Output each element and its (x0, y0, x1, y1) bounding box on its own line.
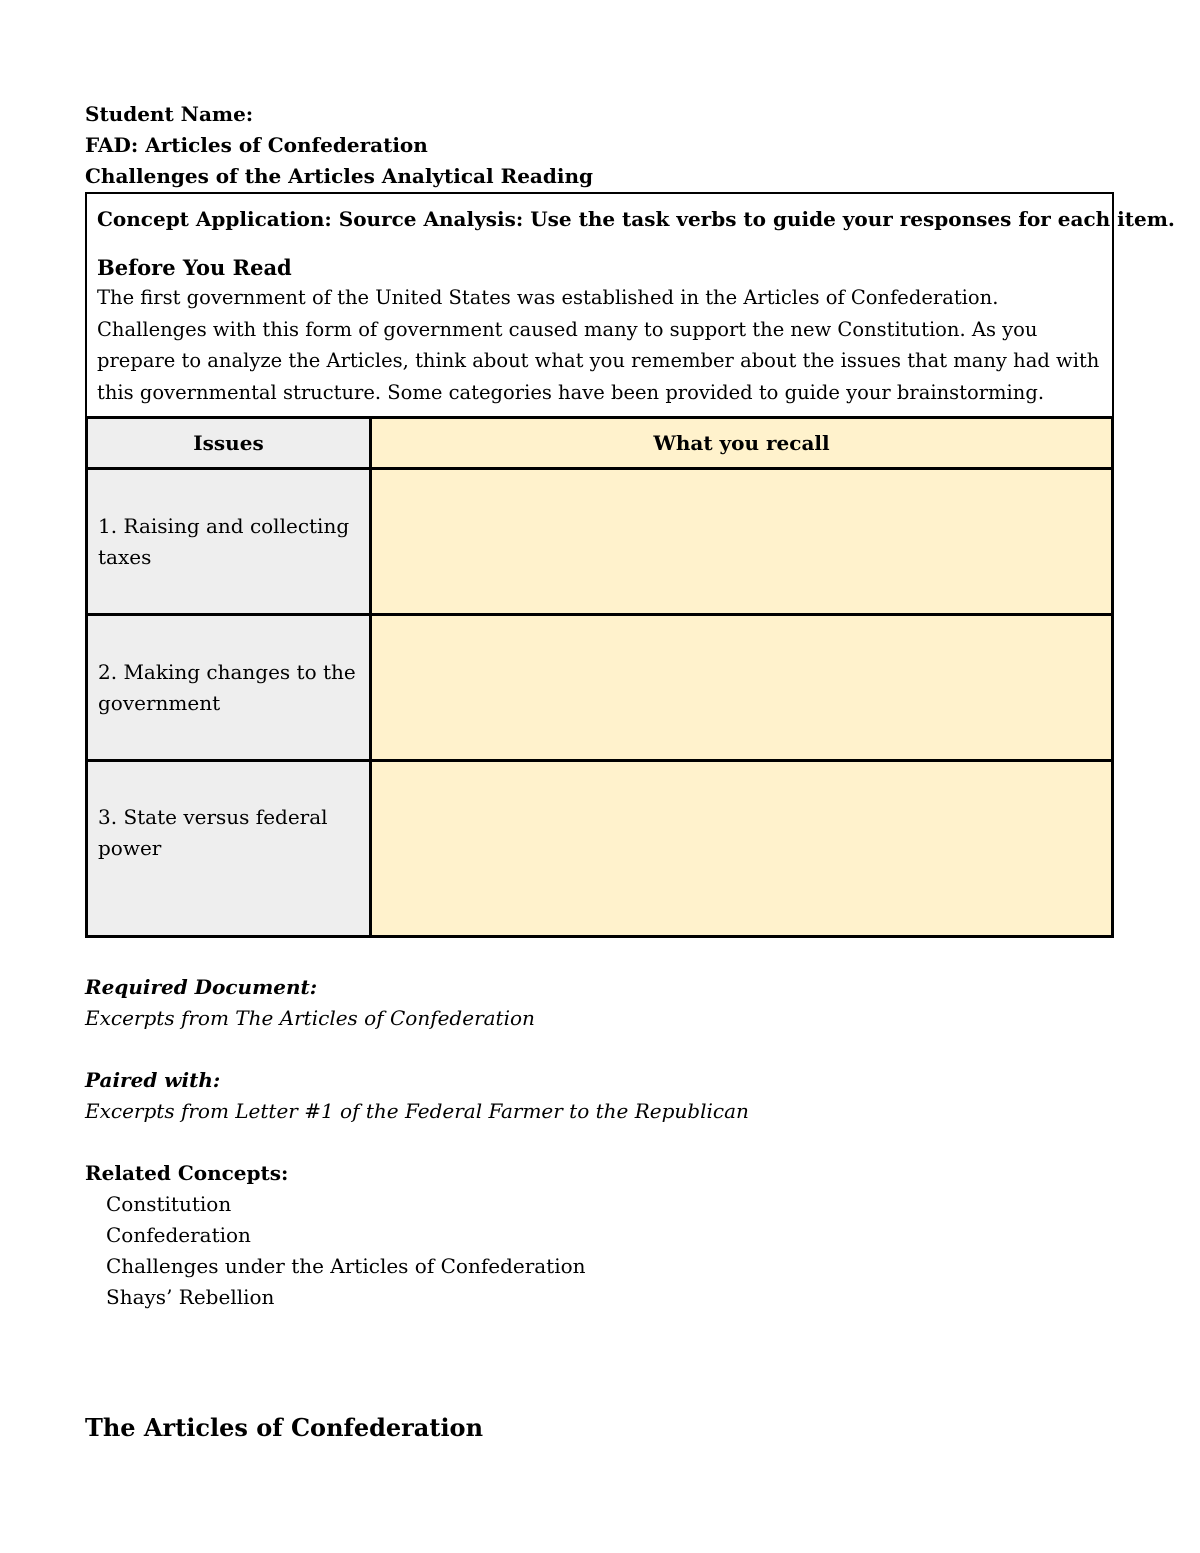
student-name-label: Student Name: (85, 102, 254, 126)
issues-column-header: Issues (87, 418, 371, 469)
concept-label: Concept Application: Source Analysis: (97, 207, 524, 231)
before-you-read-heading: Before You Read (97, 255, 292, 280)
fad-title: FAD: Articles of Confederation (85, 133, 428, 157)
related-concepts-list (85, 1189, 1115, 1313)
related-concepts-title: Related Concepts: (85, 1161, 289, 1185)
recall-answer-cell[interactable] (371, 469, 1113, 615)
required-document-label: Required Document: (85, 975, 318, 999)
paired-with-label: Paired with: (85, 1068, 221, 1092)
recall-answer-cell[interactable] (371, 615, 1113, 761)
paired-with-value: Excerpts from Letter #1 of the Federal Farmer to the Republican (85, 1099, 749, 1123)
before-you-read-text: The first government of the United States was established in the Articles of Confederation. Challenges with this form of government caused many to support the new Constitution. As you prepare to analyze the Articles, think about what you remember about the issues that many had with this governmental structure. Some categories have been provided to guide your brainstorming. (97, 286, 1100, 404)
table-row (87, 615, 1113, 761)
worksheet-subtitle: Challenges of the Articles Analytical Reading (85, 164, 593, 188)
recall-column-header: What you recall (371, 418, 1113, 469)
section-title: The Articles of Confederation (85, 1413, 484, 1442)
concept-line (97, 204, 1175, 234)
list-item: Constitution (106, 1192, 232, 1216)
header-block (85, 99, 1115, 192)
required-document-value: Excerpts from The Articles of Confederation (85, 1006, 535, 1030)
list-item: Shays’ Rebellion (106, 1285, 275, 1309)
worksheet-page (85, 99, 1175, 1313)
issues-table (85, 416, 1114, 938)
concept-box (85, 192, 1175, 416)
concept-text: Use the task verbs to guide your responses for each item. (523, 207, 1175, 231)
issue-cell: 2. Making changes to the government (87, 615, 371, 761)
issue-cell: 3. State versus federal power (87, 761, 371, 937)
table-row (87, 469, 1113, 615)
recall-answer-cell[interactable] (371, 761, 1113, 937)
list-item: Challenges under the Articles of Confederation (106, 1254, 586, 1278)
issue-cell: 1. Raising and collecting taxes (87, 469, 371, 615)
table-header-row (87, 418, 1113, 469)
list-item: Confederation (106, 1223, 251, 1247)
documents-section (85, 972, 1115, 1313)
table-row (87, 761, 1113, 937)
